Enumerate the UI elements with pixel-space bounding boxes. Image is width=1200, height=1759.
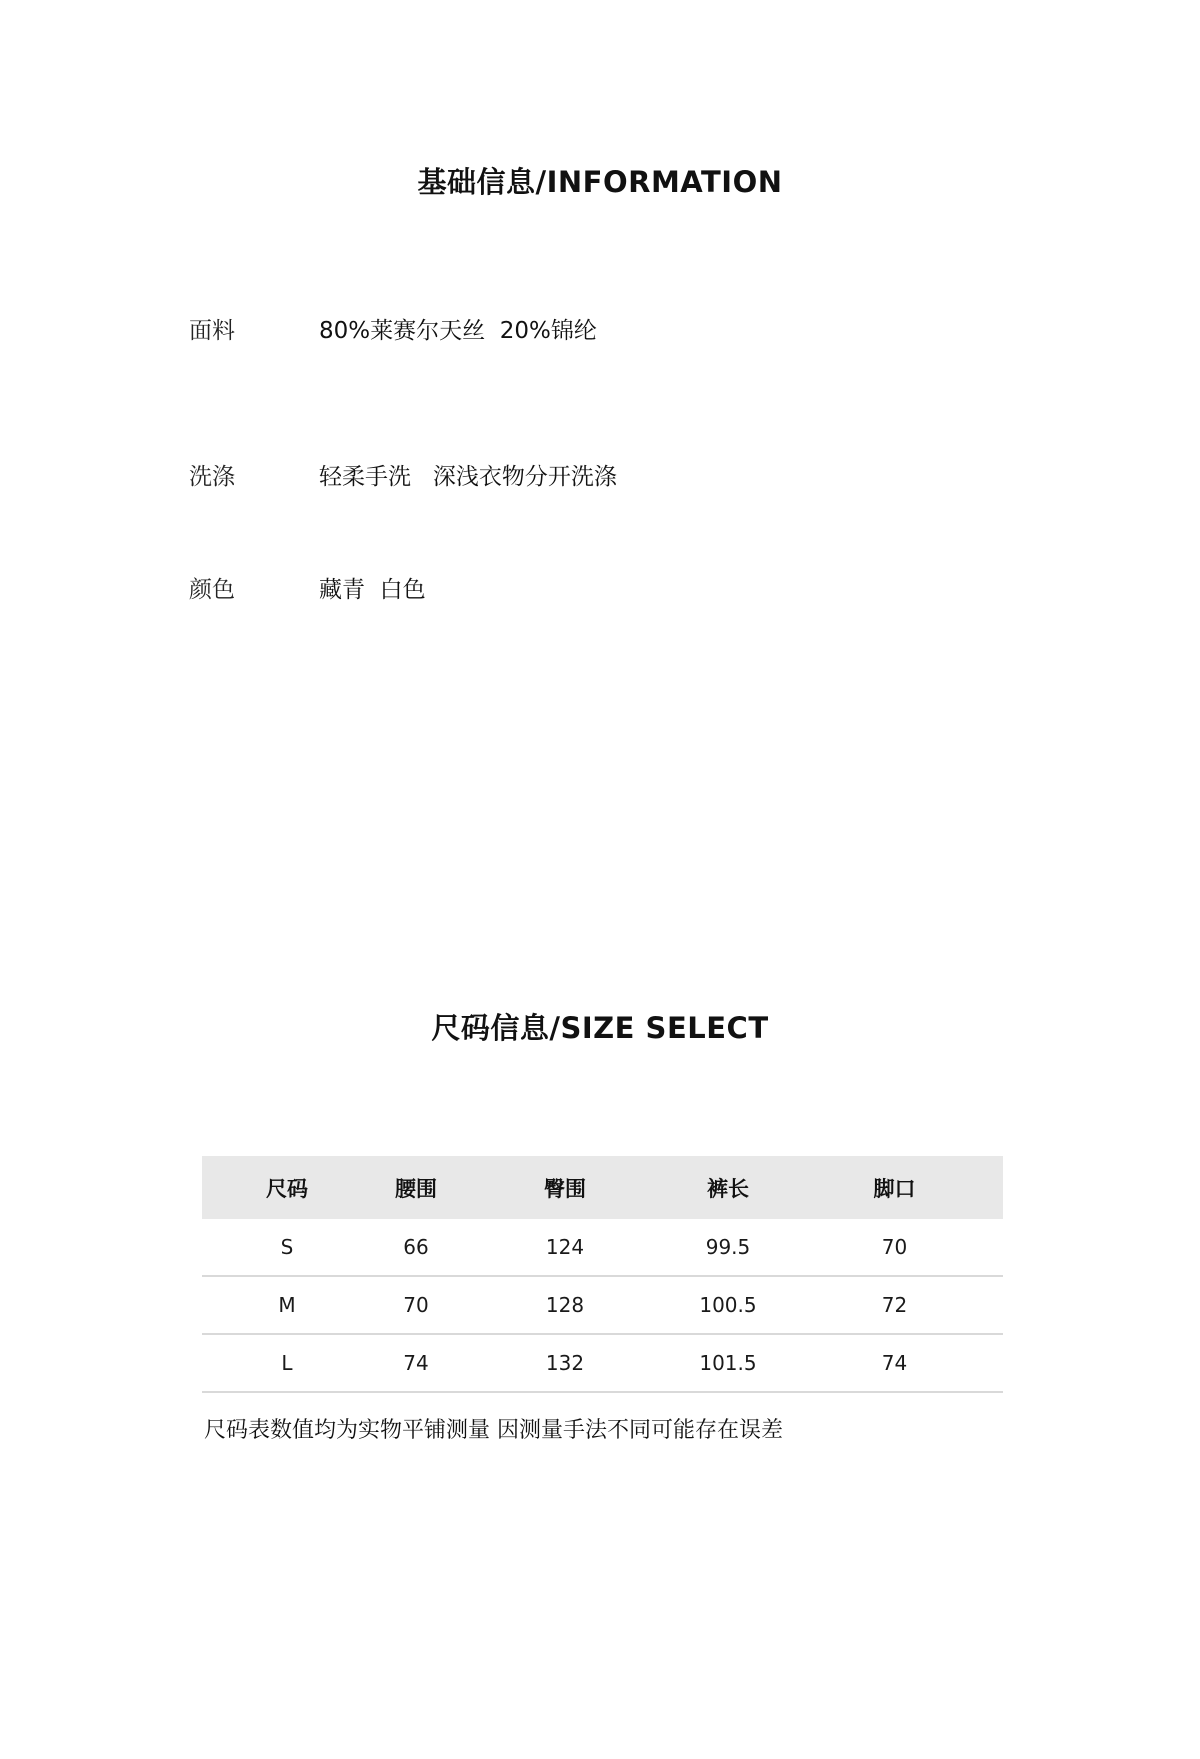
info-row-wash: [189, 458, 1089, 498]
length-cell: 101.5: [670, 1334, 786, 1392]
info-value-color: 藏青 白色: [319, 577, 426, 603]
waist-cell: 70: [372, 1276, 460, 1334]
size-header-size: 尺码: [202, 1156, 372, 1219]
size-note: 尺码表数值均为实物平铺测量 因测量手法不同可能存在误差: [204, 1418, 783, 1443]
size-table: [202, 1156, 1003, 1393]
hip-cell: 124: [460, 1219, 670, 1276]
waist-cell: 66: [372, 1219, 460, 1276]
info-value-wash: 轻柔手洗 深浅衣物分开洗涤: [319, 464, 617, 490]
info-row-color: [189, 571, 1089, 611]
hem-cell: 74: [786, 1334, 1003, 1392]
size-title: 尺码信息/SIZE SELECT: [431, 1011, 769, 1045]
size-header-hip: 臀围: [460, 1156, 670, 1219]
table-row: [202, 1219, 1003, 1276]
hip-cell: 132: [460, 1334, 670, 1392]
info-value-fabric: 80%莱赛尔天丝 20%锦纶: [319, 318, 597, 344]
length-cell: 99.5: [670, 1219, 786, 1276]
size-header-hem: 脚口: [786, 1156, 1003, 1219]
table-row: [202, 1276, 1003, 1334]
information-title: 基础信息/INFORMATION: [417, 165, 783, 199]
waist-cell: 74: [372, 1334, 460, 1392]
hip-cell: 128: [460, 1276, 670, 1334]
table-row: [202, 1334, 1003, 1392]
size-header-length: 裤长: [670, 1156, 786, 1219]
size-table-header-row: [202, 1156, 1003, 1219]
info-label-color: 颜色: [189, 577, 235, 603]
hem-cell: 72: [786, 1276, 1003, 1334]
size-cell: L: [202, 1334, 372, 1392]
info-row-fabric: [189, 312, 1089, 352]
hem-cell: 70: [786, 1219, 1003, 1276]
size-cell: M: [202, 1276, 372, 1334]
info-label-wash: 洗涤: [189, 464, 235, 490]
size-cell: S: [202, 1219, 372, 1276]
info-label-fabric: 面料: [189, 318, 235, 344]
size-header-waist: 腰围: [372, 1156, 460, 1219]
length-cell: 100.5: [670, 1276, 786, 1334]
